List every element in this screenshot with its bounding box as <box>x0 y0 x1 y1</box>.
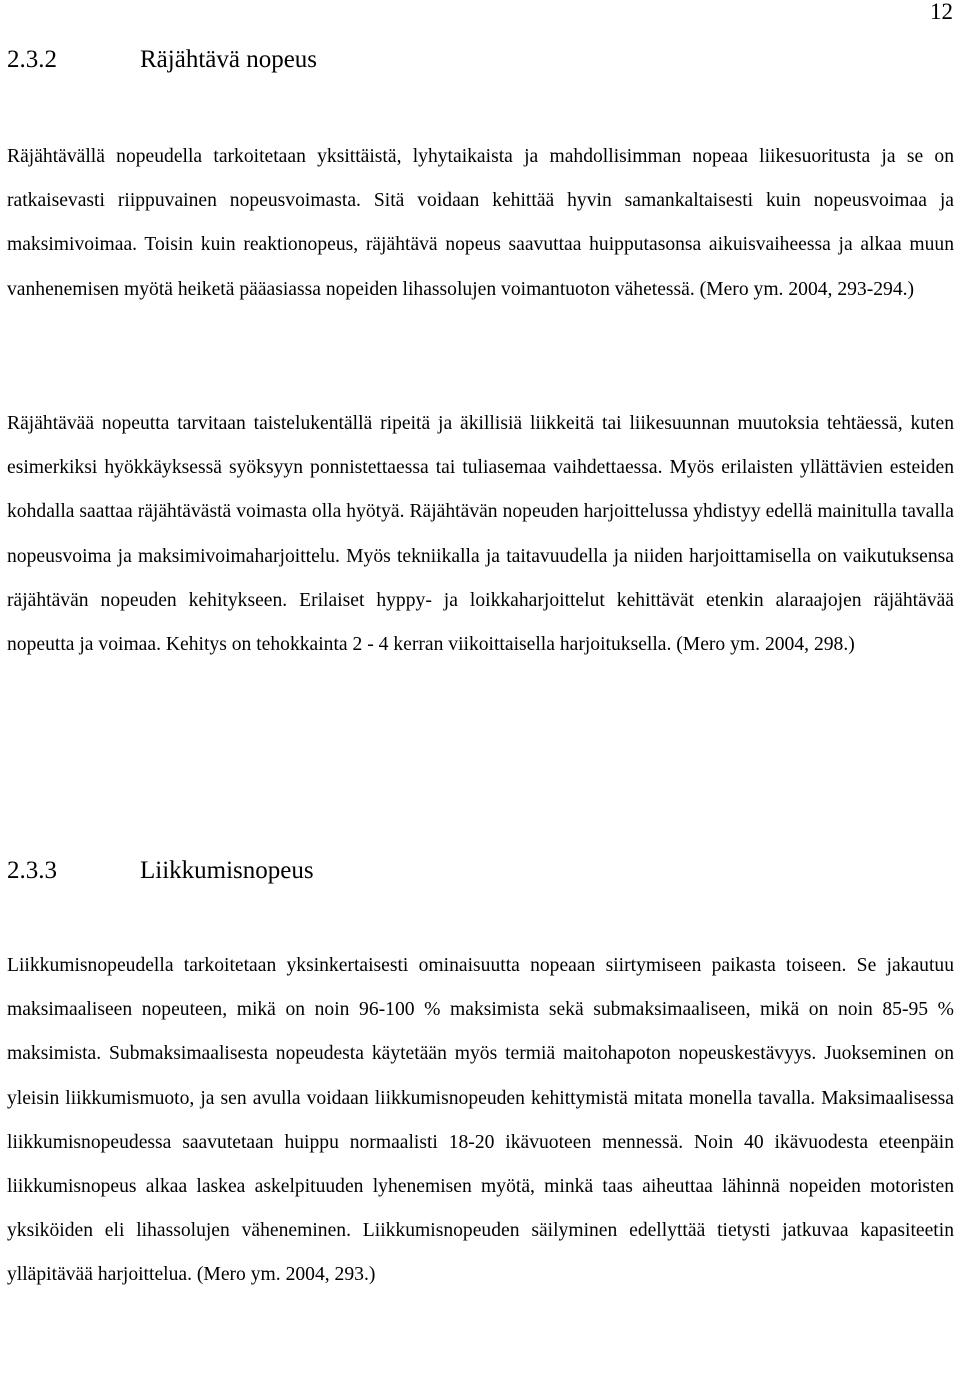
paragraph-2 <box>7 402 954 667</box>
section-heading <box>7 44 954 76</box>
section-liikkumisnopeus <box>7 855 954 887</box>
section-number: 2.3.2 <box>7 46 57 73</box>
page-number: 12 <box>930 0 953 24</box>
section-heading <box>7 855 954 887</box>
section-rajahtava-nopeus <box>7 44 954 76</box>
paragraph-3 <box>7 944 954 1298</box>
body-paragraph: Räjähtävää nopeutta tarvitaan taistelukentällä ripeitä ja äkillisiä liikkeitä tai liikesuunnan muutoksia tehtäessä, kuten esimerkiksi hyökkäyksessä syöksyyn ponnistettaessa tai tuliasemaa vaihdettaessa. Myös erilaisten yllättävien esteiden kohdalla saattaa räjähtävästä voimasta olla hyötyä. Räjähtävän nopeuden harjoittelussa yhdistyy edellä mainitulla tavalla nopeusvoima ja maksimivoimaharjoittelu. Myös tekniikalla ja taitavuudella ja niiden harjoittamisella on vaikutuksensa räjähtävän nopeuden kehitykseen. Erilaiset hyppy- ja loikkaharjoittelut kehittävät etenkin alaraajojen räjähtävää nopeutta ja voimaa. Kehitys on tehokkainta 2 - 4 kerran viikoittaisella harjoituksella. (Mero ym. 2004, 298.) <box>7 413 954 656</box>
paragraph-1 <box>7 135 954 312</box>
body-paragraph: Räjähtävällä nopeudella tarkoitetaan yksittäistä, lyhytaikaista ja mahdollisimman nopeaa liikesuoritusta ja se on ratkaisevasti riippuvainen nopeusvoimasta. Sitä voidaan kehittää hyvin samankaltaisesti kuin nopeusvoimaa ja maksimivoimaa. Toisin kuin reaktionopeus, räjähtävä nopeus saavuttaa huipputasonsa aikuisvaiheessa ja alkaa muun vanhenemisen myötä heiketä pääasiassa nopeiden lihassolujen voimantuoton vähetessä. (Mero ym. 2004, 293-294.) <box>7 146 954 300</box>
section-title: Räjähtävä nopeus <box>140 46 318 73</box>
section-number: 2.3.3 <box>7 857 57 884</box>
section-title: Liikkumisnopeus <box>140 857 314 884</box>
body-paragraph: Liikkumisnopeudella tarkoitetaan yksinkertaisesti ominaisuutta nopeaan siirtymiseen paikasta toiseen. Se jakautuu maksimaaliseen nopeuteen, mikä on noin 96-100 % maksimista sekä submaksimaaliseen, mikä on noin 85-95 % maksimista. Submaksimaalisesta nopeudesta käytetään myös termiä maitohapoton nopeuskestävyys. Juokseminen on yleisin liikkumismuoto, ja sen avulla voidaan liikkumisnopeuden kehittymistä mitata monella tavalla. Maksimaalisessa liikkumisnopeudessa saavutetaan huippu normaalisti 18-20 ikävuoteen mennessä. Noin 40 ikävuodesta eteenpäin liikkumisnopeus alkaa laskea askelpituuden lyhenemisen myötä, minkä taas aiheuttaa lähinnä nopeiden motoristen yksiköiden eli lihassolujen väheneminen. Liikkumisnopeuden säilyminen edellyttää tietysti jatkuvaa kapasiteetin ylläpitävää harjoittelua. (Mero ym. 2004, 293.) <box>7 955 954 1286</box>
